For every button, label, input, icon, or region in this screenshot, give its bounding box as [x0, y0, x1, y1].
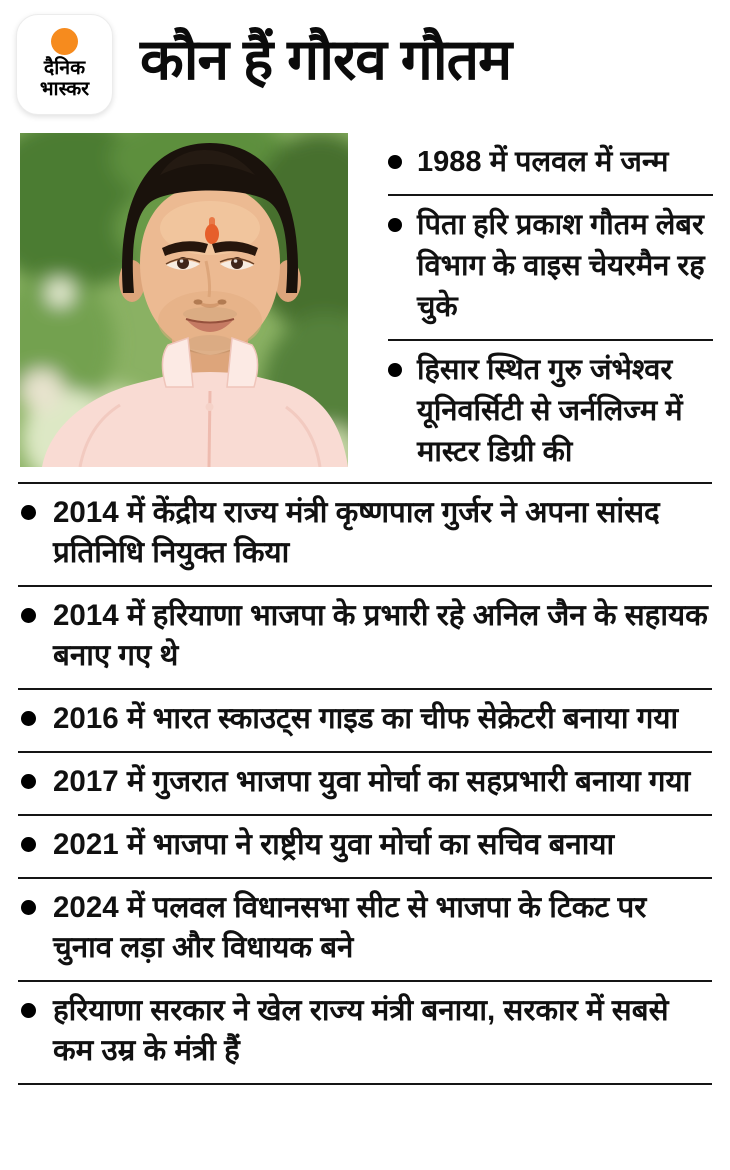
- brand-sun-icon: [51, 28, 78, 55]
- profile-section: [20, 133, 713, 467]
- bullet-dot-icon: [21, 608, 36, 623]
- dainik-bhaskar-logo: [16, 14, 113, 115]
- profile-bullet-item: [388, 133, 713, 194]
- profile-bullet-text: पिता हरि प्रकाश गौतम लेबर विभाग के वाइस चेयरमैन रह चुके: [417, 209, 705, 323]
- bullet-dot-icon: [21, 1003, 36, 1018]
- profile-bullet-item: [388, 194, 713, 339]
- brand-name-line2: भास्कर: [39, 78, 90, 100]
- profile-bullet-item: [388, 339, 713, 484]
- bullet-dot-icon: [21, 900, 36, 915]
- portrait-photo: [20, 133, 348, 467]
- timeline-bullet-text: 2017 में गुजरात भाजपा युवा मोर्चा का सहप्रभारी बनाया गया: [53, 765, 691, 798]
- page-title: कौन हैं गौरव गौतम: [140, 28, 512, 92]
- timeline-bullet-text: 2024 में पलवल विधानसभा सीट से भाजपा के टिकट पर चुनाव लड़ा और विधायक बने: [53, 891, 647, 964]
- timeline-bullet-list: [18, 482, 712, 1085]
- timeline-bullet-text: 2014 में हरियाणा भाजपा के प्रभारी रहे अनिल जैन के सहायक बनाए गए थे: [53, 599, 708, 672]
- brand-name-line1: दैनिक: [43, 57, 86, 79]
- timeline-bullet-item: [18, 877, 712, 980]
- bullet-dot-icon: [21, 505, 36, 520]
- bullet-dot-icon: [21, 774, 36, 789]
- profile-bullet-text: 1988 में पलवल में जन्म: [417, 146, 669, 178]
- bullet-dot-icon: [388, 155, 402, 169]
- timeline-bullet-item: [18, 482, 712, 585]
- timeline-bullet-item: [18, 751, 712, 814]
- timeline-bullet-text: 2021 में भाजपा ने राष्ट्रीय युवा मोर्चा का सचिव बनाया: [53, 828, 615, 861]
- bullet-dot-icon: [388, 218, 402, 232]
- timeline-bullet-text: 2014 में केंद्रीय राज्य मंत्री कृष्णपाल गुर्जर ने अपना सांसद प्रतिनिधि नियुक्त किया: [53, 496, 660, 569]
- timeline-bullet-item: [18, 688, 712, 751]
- timeline-bullet-text: 2016 में भारत स्काउट्स गाइड का चीफ सेक्रेटरी बनाया गया: [53, 702, 679, 735]
- timeline-bullet-item: [18, 980, 712, 1083]
- bullet-dot-icon: [388, 363, 402, 377]
- timeline-bullet-item: [18, 814, 712, 877]
- bullet-dot-icon: [21, 711, 36, 726]
- timeline-bullet-text: हरियाणा सरकार ने खेल राज्य मंत्री बनाया, सरकार में सबसे कम उम्र के मंत्री हैं: [53, 994, 669, 1067]
- profile-bullet-list: [388, 133, 713, 467]
- profile-bullet-text: हिसार स्थित गुरु जंभेश्वर यूनिवर्सिटी से जर्नलिज्म में मास्टर डिग्री की: [417, 354, 683, 468]
- bullet-dot-icon: [21, 837, 36, 852]
- timeline-bullet-item: [18, 585, 712, 688]
